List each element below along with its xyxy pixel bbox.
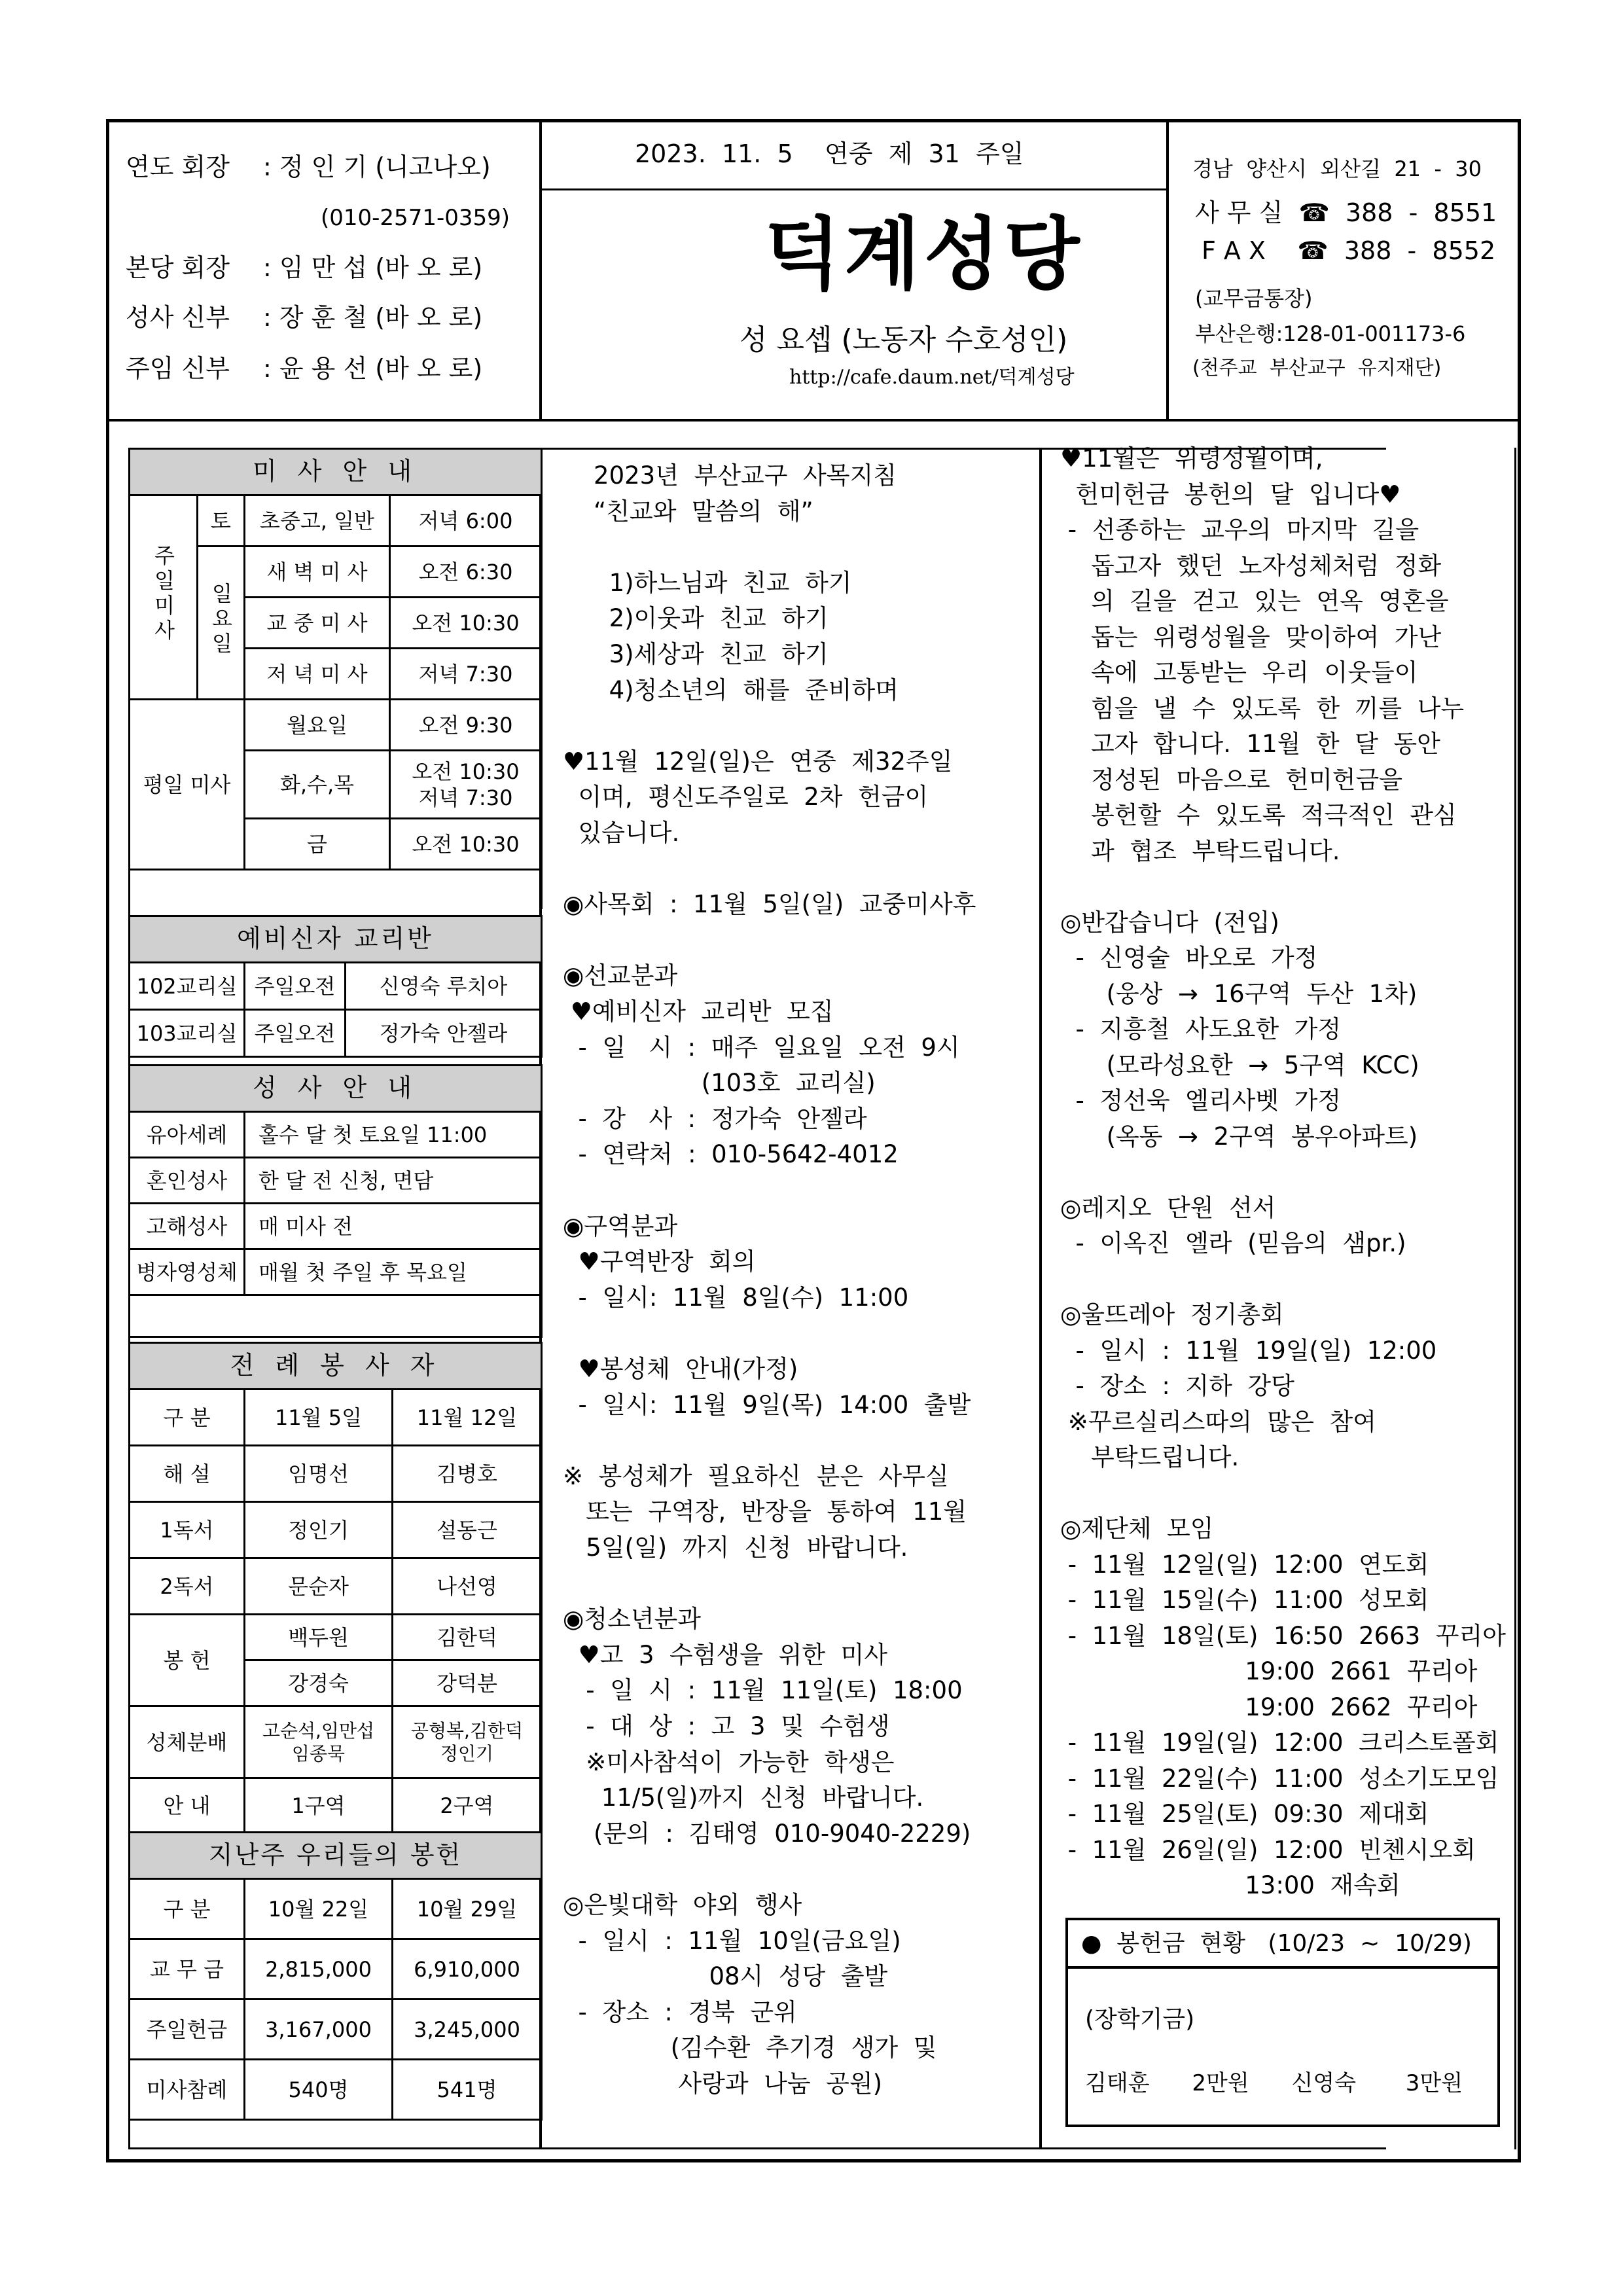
text-line: - 일시: 11월 9일(목) 14:00 출발 — [563, 1390, 971, 1419]
header-bottom-rule — [106, 419, 1521, 422]
text-line: 있습니다. — [563, 819, 680, 847]
officer-name: : 윤 용 선 (바 오 로) — [263, 354, 483, 383]
offerings-title: 지난주 우리들의 봉헌 — [130, 1833, 542, 1879]
class-time: 주일오전 — [245, 963, 346, 1010]
text-line: - 11월 26일(일) 12:00 빈첸시오회 — [1060, 1835, 1476, 1864]
liturgy-server: 강덕분 — [393, 1660, 542, 1706]
donation-box — [1065, 1918, 1500, 2127]
text-line: - 일시 : 11월 10일(금요일) — [563, 1926, 901, 1955]
offerings-date: 10월 22일 — [245, 1879, 393, 1939]
text-line: 1)하느님과 친교 하기 — [563, 568, 852, 597]
text-line: - 일시: 11월 8일(수) 11:00 — [563, 1283, 909, 1312]
officer-role: 본당 회장 — [126, 253, 230, 282]
address: 경남 양산시 외산길 21 - 30 — [1192, 156, 1482, 181]
text-line: (103호 교리실) — [563, 1069, 876, 1098]
liturgy-server: 김병호 — [393, 1446, 542, 1502]
text-line: - 이옥진 엘라 (믿음의 샘pr.) — [1060, 1229, 1406, 1257]
text-line: 헌미헌금 봉헌의 달 입니다♥ — [1060, 480, 1401, 509]
liturgy-server: 공형복,김한덕 정인기 — [393, 1706, 542, 1778]
class-teacher: 신영숙 루치아 — [346, 963, 542, 1010]
text-line: 힘을 낼 수 있도록 한 끼를 나누 — [1060, 694, 1465, 723]
account-number: 부산은행:128-01-001173-6 — [1195, 321, 1466, 346]
weekday-time: 오전 10:30 — [390, 819, 542, 870]
class-time: 주일오전 — [245, 1010, 346, 1057]
offering-amount: 540명 — [245, 2060, 393, 2120]
text-line: 부탁드립니다. — [1060, 1443, 1240, 1471]
class-teacher: 정가숙 안젤라 — [346, 1010, 542, 1057]
sacrament-desc: 매 미사 전 — [245, 1204, 542, 1249]
offerings-col-label: 구 분 — [130, 1879, 245, 1939]
text-line: 속에 고통받는 우리 이웃들이 — [1060, 658, 1418, 687]
class-room: 103교리실 — [130, 1010, 245, 1057]
patron: 성 요셉 (노동자 수호성인) — [740, 323, 1068, 357]
liturgy-role: 봉 헌 — [130, 1615, 245, 1706]
sacrament-desc: 매월 첫 주일 후 목요일 — [245, 1249, 542, 1295]
text-line: ※꾸르실리스따의 많은 참여 — [1060, 1407, 1376, 1436]
officer-role: 연도 회장 — [126, 152, 230, 181]
text-line: 봉헌할 수 있도록 적극적인 관심 — [1060, 801, 1457, 829]
weekday-time: 오전 10:30 저녁 7:30 — [390, 751, 542, 819]
liturgy-server: 정인기 — [245, 1502, 393, 1558]
liturgy-role: 안 내 — [130, 1778, 245, 1833]
offering-amount: 6,910,000 — [393, 1939, 542, 2000]
donation-category: (장학기금) — [1085, 2006, 1195, 2033]
weekday-day: 월요일 — [245, 700, 390, 751]
account-label: (교무금통장) — [1195, 286, 1313, 311]
date-rule — [541, 188, 1168, 190]
date-line: 2023. 11. 5 연중 제 31 주일 — [635, 139, 1024, 168]
text-line: 고자 합니다. 11월 한 달 동안 — [1060, 730, 1440, 758]
text-line: ◉청소년분과 — [563, 1605, 701, 1634]
sacraments-title: 성 사 안 내 — [130, 1066, 542, 1112]
weekday-mass-label: 평일 미사 — [130, 700, 245, 870]
text-line: - 장소 : 경북 군위 — [563, 1998, 797, 2026]
liturgy-server: 강경숙 — [245, 1660, 393, 1706]
text-line: ◉사목회 : 11월 5일(일) 교중미사후 — [563, 890, 976, 919]
text-line: ♥구역반장 회의 — [563, 1247, 756, 1276]
sunday-mass-label: 주일미사 — [130, 495, 198, 700]
mass-name: 초중고, 일반 — [245, 495, 390, 547]
text-line: - 일 시 : 11월 11일(토) 18:00 — [563, 1676, 963, 1705]
catechumen-table — [128, 915, 543, 1058]
cafe-url[interactable]: http://cafe.daum.net/덕계성당 — [789, 366, 1075, 389]
weekday-day: 화,수,목 — [245, 751, 390, 819]
offering-amount: 3,167,000 — [245, 2000, 393, 2060]
parish-name: 덕계성당 — [764, 209, 1084, 300]
donation-box-title: ● 봉헌금 현황 (10/23 ~ 10/29) — [1081, 1930, 1472, 1957]
text-line: ※미사참석이 가능한 학생은 — [563, 1748, 895, 1776]
text-line: (모라성요한 → 5구역 KCC) — [1060, 1050, 1419, 1079]
sunday-label: 일요일 — [198, 547, 245, 700]
offerings-date: 10월 29일 — [393, 1879, 542, 1939]
liturgy-role: 2독서 — [130, 1558, 245, 1615]
text-line: ♥11월 12일(일)은 연중 제32주일 — [563, 747, 953, 776]
text-line: 돕고자 했던 노자성체처럼 정화 — [1060, 551, 1442, 580]
text-line: - 일 시 : 매주 일요일 오전 9시 — [563, 1033, 960, 1062]
mass-name: 저 녁 미 사 — [245, 649, 390, 700]
text-line: ※ 봉성체가 필요하신 분은 사무실 — [563, 1462, 949, 1490]
text-line: (옥동 → 2구역 봉우아파트) — [1060, 1122, 1418, 1151]
mass-name: 새 벽 미 사 — [245, 547, 390, 598]
offering-item: 교 무 금 — [130, 1939, 245, 2000]
text-line: 19:00 2661 꾸리아 — [1060, 1657, 1478, 1685]
offering-amount: 541명 — [393, 2060, 542, 2120]
text-line: “친교와 말씀의 해” — [563, 497, 813, 526]
text-line: 정성된 마음으로 헌미헌금을 — [1060, 765, 1402, 794]
text-line: - 11월 22일(수) 11:00 성소기도모임 — [1060, 1764, 1499, 1793]
liturgy-date: 11월 5일 — [245, 1390, 393, 1446]
text-line: 과 협조 부탁드립니다. — [1060, 836, 1340, 865]
sacrament-name: 고해성사 — [130, 1204, 245, 1249]
donation-box-header — [1068, 1920, 1497, 1969]
liturgy-server: 2구역 — [393, 1778, 542, 1833]
header-divider-right — [1166, 119, 1169, 420]
text-line: 돕는 위령성월을 맞이하여 가난 — [1060, 622, 1442, 651]
class-room: 102교리실 — [130, 963, 245, 1010]
officer-name: : 정 인 기 (니고나오) — [263, 152, 491, 181]
text-line: (웅상 → 16구역 두산 1차) — [1060, 979, 1418, 1008]
text-line: ♥예비신자 교리반 모집 — [563, 997, 834, 1026]
text-line: - 지흥철 사도요한 가정 — [1060, 1015, 1342, 1043]
catechumen-title: 예비신자 교리반 — [130, 916, 542, 963]
officer-phone: (010-2571-0359) — [321, 205, 510, 231]
text-line: - 11월 25일(토) 09:30 제대회 — [1060, 1800, 1429, 1828]
weekday-day: 금 — [245, 819, 390, 870]
text-line: 또는 구역장, 반장을 통하여 11월 — [563, 1498, 967, 1526]
text-line: 08시 성당 출발 — [563, 1962, 888, 1991]
text-line: 19:00 2662 꾸리아 — [1060, 1693, 1478, 1721]
text-line: (김수환 추기경 생가 및 — [563, 2034, 937, 2062]
text-line: ◉구역분과 — [563, 1211, 678, 1240]
text-line: 5일(일) 까지 신청 바랍니다. — [563, 1534, 908, 1562]
offering-amount: 3,245,000 — [393, 2000, 542, 2060]
mass-name: 교 중 미 사 — [245, 598, 390, 649]
text-line: 2023년 부산교구 사목지침 — [563, 461, 897, 490]
text-line: - 11월 12일(일) 12:00 연도회 — [1060, 1550, 1429, 1579]
liturgy-server: 임명선 — [245, 1446, 393, 1502]
text-line: - 강 사 : 정가숙 안젤라 — [563, 1104, 867, 1133]
donation-entries: 김태훈 2만원 신영숙 3만원 — [1085, 2070, 1463, 2096]
liturgy-title: 전 례 봉 사 자 — [130, 1343, 542, 1390]
spacer — [130, 1295, 542, 1337]
offering-amount: 2,815,000 — [245, 1939, 393, 2000]
saturday-label: 토 — [198, 495, 245, 547]
liturgy-server: 나선영 — [393, 1558, 542, 1615]
liturgy-server: 1구역 — [245, 1778, 393, 1833]
mass-time: 저녁 6:00 — [390, 495, 542, 547]
text-line: - 신영술 바오로 가정 — [1060, 944, 1318, 972]
liturgy-role: 성체분배 — [130, 1706, 245, 1778]
text-line: 13:00 재속회 — [1060, 1871, 1400, 1899]
weekday-time: 오전 9:30 — [390, 700, 542, 751]
spacer — [130, 870, 542, 909]
liturgy-server: 김한덕 — [393, 1615, 542, 1660]
liturgy-table — [128, 1342, 543, 1834]
text-line: ◉선교분과 — [563, 961, 678, 990]
text-line: ♥11월은 위령성월이며, — [1060, 444, 1323, 473]
sacrament-desc: 홀수 달 첫 토요일 11:00 — [245, 1112, 542, 1158]
mass-time: 저녁 7:30 — [390, 649, 542, 700]
office-phone: 사 무 실 ☎ 388 - 8551 — [1195, 198, 1497, 227]
text-line: ♥봉성체 안내(가정) — [563, 1355, 798, 1383]
text-line: 이며, 평신도주일로 2차 헌금이 — [563, 783, 929, 812]
sacrament-name: 혼인성사 — [130, 1158, 245, 1204]
body-frame-right — [1514, 448, 1516, 2149]
mass-guide-title: 미 사 안 내 — [130, 449, 542, 495]
text-line: 사랑과 나눔 공원) — [563, 2070, 883, 2098]
liturgy-date: 11월 12일 — [393, 1390, 542, 1446]
text-line: - 11월 19일(일) 12:00 크리스토폴회 — [1060, 1729, 1499, 1757]
mass-guide-table — [128, 448, 543, 909]
officer-name: : 임 만 섭 (바 오 로) — [263, 253, 483, 282]
mass-time: 오전 10:30 — [390, 598, 542, 649]
officer-name: : 장 훈 철 (바 오 로) — [263, 303, 483, 332]
officer-role: 성사 신부 — [126, 303, 230, 332]
liturgy-server: 설동근 — [393, 1502, 542, 1558]
fax: F A X ☎ 388 - 8552 — [1202, 236, 1496, 265]
text-line: ◎은빛대학 야외 행사 — [563, 1891, 802, 1919]
mass-time: 오전 6:30 — [390, 547, 542, 598]
header-divider-left — [539, 119, 542, 420]
text-line: 2)이웃과 친교 하기 — [563, 604, 829, 633]
liturgy-role: 1독서 — [130, 1502, 245, 1558]
text-line: 3)세상과 친교 하기 — [563, 640, 829, 668]
liturgy-role: 해 설 — [130, 1446, 245, 1502]
offerings-table — [128, 1831, 543, 2121]
text-line: ◎울뜨레아 정기총회 — [1060, 1300, 1284, 1329]
text-line: (문의 : 김태영 010-9040-2229) — [563, 1819, 971, 1848]
sacrament-name: 병자영성체 — [130, 1249, 245, 1295]
text-line: 11/5(일)까지 신청 바랍니다. — [563, 1784, 924, 1812]
text-line: - 대 상 : 고 3 및 수험생 — [563, 1712, 890, 1740]
liturgy-server: 문순자 — [245, 1558, 393, 1615]
offering-item: 주일헌금 — [130, 2000, 245, 2060]
text-line: - 정선욱 엘리사벳 가정 — [1060, 1086, 1342, 1115]
liturgy-server: 고순석,임만섭 임종묵 — [245, 1706, 393, 1778]
offering-item: 미사참례 — [130, 2060, 245, 2120]
text-line: 의 길을 걷고 있는 연옥 영혼을 — [1060, 587, 1449, 615]
sacrament-desc: 한 달 전 신청, 면담 — [245, 1158, 542, 1204]
officer-role: 주임 신부 — [126, 354, 230, 383]
sacraments-table — [128, 1064, 543, 1338]
text-line: 4)청소년의 해를 준비하며 — [563, 675, 899, 704]
text-line: - 선종하는 교우의 마지막 길을 — [1060, 516, 1419, 544]
text-line: - 11월 18일(토) 16:50 2663 꾸리아 — [1060, 1621, 1506, 1650]
liturgy-col-label: 구 분 — [130, 1390, 245, 1446]
account-owner: (천주교 부산교구 유지재단) — [1192, 357, 1442, 380]
text-line: ◎제단체 모임 — [1060, 1515, 1214, 1543]
text-line: - 장소 : 지하 강당 — [1060, 1372, 1294, 1400]
sacrament-name: 유아세례 — [130, 1112, 245, 1158]
text-line: - 일시 : 11월 19일(일) 12:00 — [1060, 1336, 1437, 1365]
text-line: ◎반갑습니다 (전입) — [1060, 908, 1279, 937]
liturgy-server: 백두원 — [245, 1615, 393, 1660]
text-line: ♥고 3 수험생을 위한 미사 — [563, 1640, 888, 1669]
text-line: - 연락처 : 010-5642-4012 — [563, 1140, 899, 1169]
text-line: - 11월 15일(수) 11:00 성모회 — [1060, 1586, 1429, 1614]
text-line: ◎레지오 단원 선서 — [1060, 1193, 1276, 1222]
